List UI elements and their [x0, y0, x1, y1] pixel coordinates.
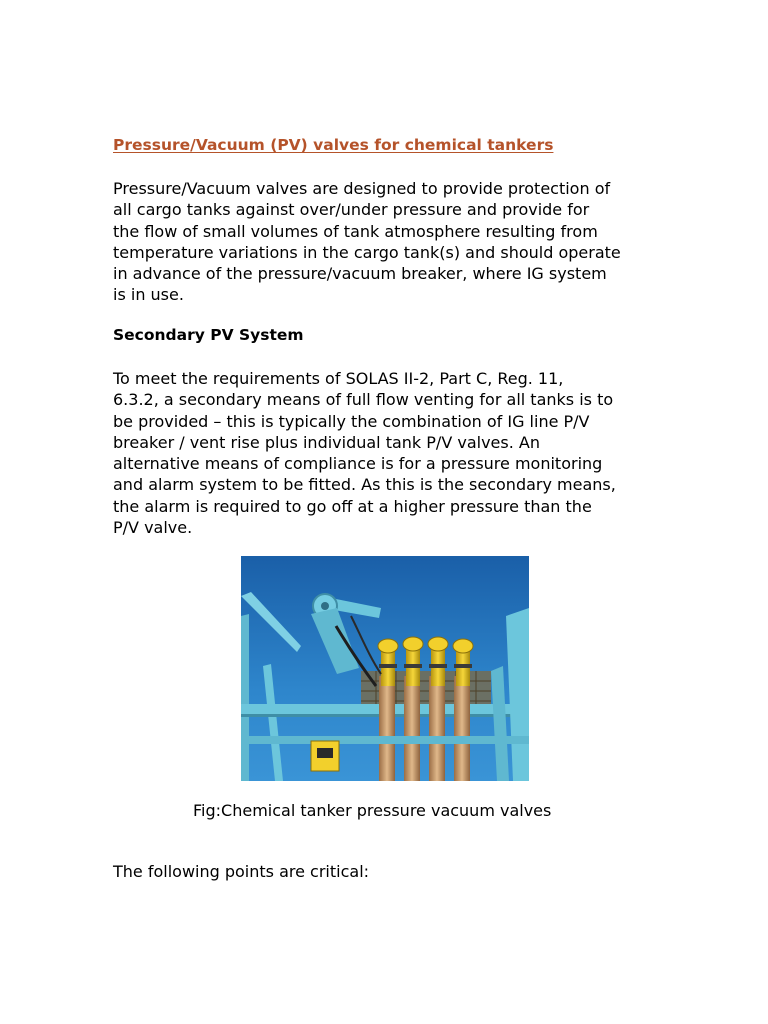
pv-valves-photo [241, 556, 529, 781]
document-title[interactable]: Pressure/Vacuum (PV) valves for chemical tankers [113, 136, 554, 154]
intro-line: is in use. [113, 285, 184, 305]
secondary-pv-paragraph [113, 368, 673, 538]
section-line: breaker / vent rise plus individual tank P/V valves. An [113, 432, 540, 452]
section-line: P/V valve. [113, 518, 193, 538]
intro-line: Pressure/Vacuum valves are designed to provide protection of [113, 179, 611, 198]
section-heading: Secondary PV System [113, 326, 304, 344]
intro-paragraph [113, 178, 673, 306]
intro-line: in advance of the pressure/vacuum breaker, where IG system [113, 264, 607, 284]
section-line: 6.3.2, a secondary means of full flow venting for all tanks is to [113, 390, 614, 410]
section-line: alternative means of compliance is for a pressure monitoring [113, 454, 603, 474]
intro-line: all cargo tanks against over/under pressure and provide for [113, 200, 590, 220]
figure-caption: Fig:Chemical tanker pressure vacuum valves [193, 801, 552, 820]
section-line: To meet the requirements of SOLAS II-2, Part C, Reg. 11, [113, 369, 564, 388]
section-line: the alarm is required to go off at a higher pressure than the [113, 496, 592, 516]
section-line: be provided – this is typically the combination of IG line P/V [113, 411, 590, 431]
critical-points-intro: The following points are critical: [113, 862, 370, 881]
intro-line: temperature variations in the cargo tank(s) and should operate [113, 242, 621, 262]
section-line: and alarm system to be fitted. As this is the secondary means, [113, 475, 616, 495]
intro-line: the flow of small volumes of tank atmosphere resulting from [113, 221, 598, 241]
